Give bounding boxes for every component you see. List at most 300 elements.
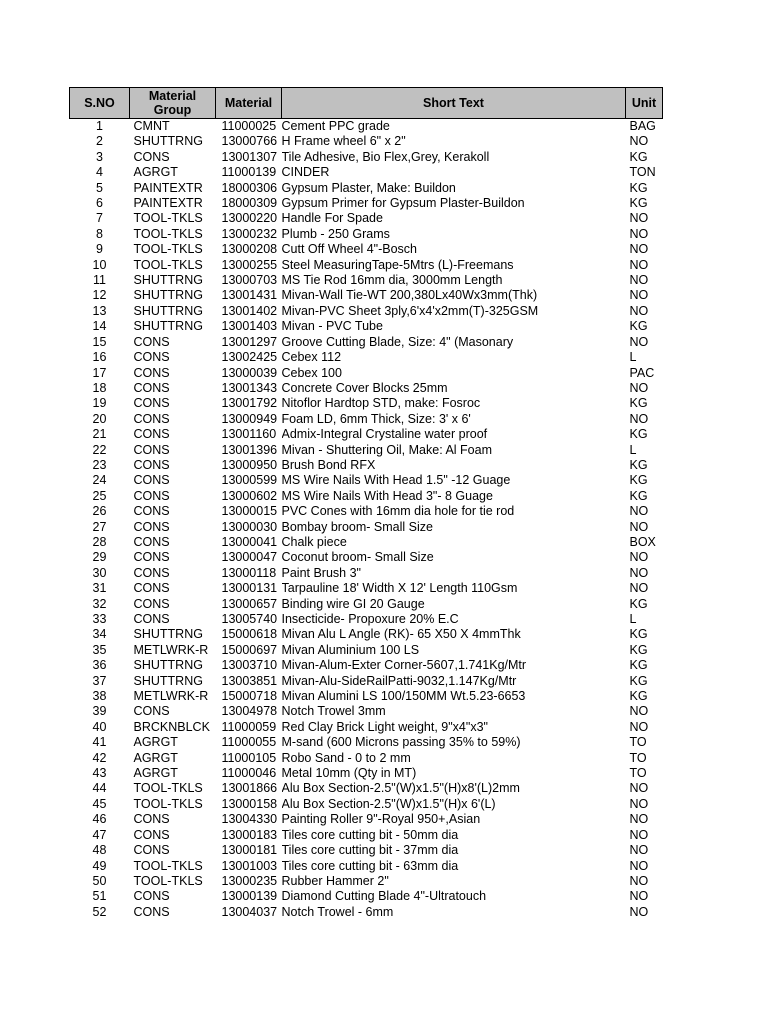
table-row: [70, 797, 663, 812]
cell-material: 11000025: [221, 119, 277, 133]
cell-unit: TO: [629, 750, 647, 765]
cell-sno: 22: [92, 442, 107, 457]
cell-short-text: Handle For Spade: [281, 211, 383, 226]
table-row: [70, 335, 663, 350]
cell-material: 13000041: [221, 534, 278, 549]
cell-unit: NO: [629, 226, 649, 241]
cell-sno: 30: [92, 565, 107, 580]
table-row: [70, 242, 663, 257]
cell-short-text: Mivan-Alum-Exter Corner-5607,1.741Kg/Mtr: [281, 658, 527, 673]
table-body: [70, 119, 663, 921]
cell-sno: 46: [92, 812, 107, 827]
cell-unit: NO: [629, 273, 649, 288]
cell-sno: 49: [92, 858, 107, 873]
cell-material: 13000950: [221, 457, 278, 472]
table-row: [70, 504, 663, 519]
cell-material: 13004037: [221, 904, 278, 919]
cell-material-group: SHUTTRNG: [133, 288, 203, 303]
cell-material: 13000208: [221, 242, 278, 257]
cell-material-group: CONS: [133, 534, 170, 549]
cell-unit: TO: [629, 735, 647, 750]
cell-material: 15000697: [221, 642, 278, 657]
cell-material: 18000309: [221, 196, 278, 211]
cell-material-group: CONS: [133, 612, 170, 626]
cell-sno: 45: [92, 796, 107, 811]
cell-material-group: TOOL-TKLS: [133, 873, 203, 888]
cell-sno: 15: [92, 334, 107, 349]
cell-unit: NO: [629, 334, 649, 349]
cell-short-text: Cutt Off Wheel 4"-Bosch: [281, 242, 418, 257]
cell-short-text: H Frame wheel 6" x 2": [281, 134, 406, 149]
cell-short-text: Tarpauline 18' Width X 12' Length 110Gsm: [281, 581, 518, 596]
cell-sno: 8: [96, 226, 103, 241]
cell-short-text: Binding wire GI 20 Gauge: [281, 596, 425, 611]
table-row: [70, 643, 663, 658]
cell-short-text: Cement PPC grade: [281, 119, 390, 133]
cell-material-group: CONS: [133, 473, 170, 488]
table-row: [70, 689, 663, 704]
cell-material: 13001307: [221, 149, 278, 164]
table-row: [70, 119, 663, 135]
cell-unit: KG: [629, 149, 648, 164]
cell-unit: NO: [629, 812, 649, 827]
cell-unit: NO: [629, 719, 649, 734]
cell-unit: KG: [629, 319, 648, 334]
cell-sno: 43: [92, 766, 107, 781]
cell-unit: NO: [629, 242, 649, 257]
cell-short-text: Tiles core cutting bit - 63mm dia: [281, 858, 459, 873]
table-row: [70, 905, 663, 920]
cell-short-text: Mivan-Wall Tie-WT 200,380Lx40Wx3mm(Thk): [281, 288, 538, 303]
cell-material: 13000030: [221, 519, 278, 534]
cell-material-group: AGRGT: [133, 766, 178, 781]
cell-short-text: Mivan - PVC Tube: [281, 319, 383, 334]
cell-sno: 3: [96, 149, 103, 164]
cell-material: 13001003: [221, 858, 278, 873]
cell-sno: 40: [92, 719, 107, 734]
cell-unit: L: [629, 442, 637, 457]
cell-material-group: CONS: [133, 565, 170, 580]
cell-material: 13000599: [221, 473, 278, 488]
table-row: [70, 581, 663, 596]
cell-short-text: Mivan Alumini LS 100/150MM Wt.5.23-6653: [281, 689, 526, 704]
table-row: [70, 658, 663, 673]
cell-material: 11000139: [221, 165, 277, 180]
cell-material: 13003710: [221, 658, 278, 673]
cell-material-group: METLWRK-R: [133, 642, 209, 657]
cell-short-text: Tiles core cutting bit - 37mm dia: [281, 843, 459, 858]
cell-material-group: SHUTTRNG: [133, 273, 203, 288]
cell-unit: KG: [629, 180, 648, 195]
cell-sno: 2: [96, 134, 103, 149]
cell-short-text: Cebex 112: [281, 350, 342, 365]
cell-material: 18000306: [221, 180, 278, 195]
cell-material-group: CONS: [133, 396, 170, 411]
cell-unit: NO: [629, 704, 649, 719]
cell-material-group: SHUTTRNG: [133, 673, 203, 688]
material-table: [69, 87, 663, 920]
cell-material-group: CONS: [133, 457, 170, 472]
table-row: [70, 674, 663, 689]
cell-sno: 5: [96, 180, 103, 195]
cell-material-group: BRCKNBLCK: [133, 719, 210, 734]
table-row: [70, 550, 663, 565]
cell-unit: TO: [629, 766, 647, 781]
cell-short-text: Gypsum Primer for Gypsum Plaster-Buildon: [281, 196, 525, 211]
cell-unit: TON: [629, 165, 656, 180]
cell-short-text: Robo Sand - 0 to 2 mm: [281, 750, 411, 765]
cell-sno: 37: [92, 673, 107, 688]
cell-sno: 41: [92, 735, 107, 750]
cell-material-group: SHUTTRNG: [133, 134, 203, 149]
cell-sno: 36: [92, 658, 107, 673]
cell-material: 13003851: [221, 673, 278, 688]
cell-unit: KG: [629, 658, 648, 673]
cell-sno: 25: [92, 488, 107, 503]
cell-short-text: Red Clay Brick Light weight, 9"x4"x3": [281, 719, 488, 734]
table-row: [70, 766, 663, 781]
cell-material-group: CONS: [133, 488, 170, 503]
cell-material-group: CONS: [133, 411, 170, 426]
cell-material-group: CONS: [133, 504, 170, 519]
cell-sno: 21: [92, 427, 107, 442]
cell-material: 13000183: [221, 827, 278, 842]
cell-material-group: TOOL-TKLS: [133, 796, 203, 811]
table-row: [70, 319, 663, 334]
cell-sno: 31: [92, 581, 107, 596]
table-row: [70, 443, 663, 458]
cell-unit: KG: [629, 596, 648, 611]
table-row: [70, 165, 663, 180]
cell-short-text: Brush Bond RFX: [281, 457, 376, 472]
cell-sno: 17: [92, 365, 107, 380]
cell-material-group: CONS: [133, 519, 170, 534]
header-short-text: Short Text: [282, 88, 626, 119]
cell-material-group: CONS: [133, 827, 170, 842]
cell-material-group: TOOL-TKLS: [133, 781, 203, 796]
cell-sno: 18: [92, 380, 107, 395]
cell-sno: 27: [92, 519, 107, 534]
cell-material-group: TOOL-TKLS: [133, 242, 203, 257]
cell-short-text: Alu Box Section-2.5"(W)x1.5"(H)x 6'(L): [281, 796, 496, 811]
cell-short-text: Mivan-PVC Sheet 3ply,6'x4'x2mm(T)-325GSM: [281, 303, 539, 318]
cell-material-group: CONS: [133, 442, 170, 457]
cell-material-group: SHUTTRNG: [133, 319, 203, 334]
header-unit: Unit: [626, 88, 663, 119]
table-row: [70, 350, 663, 365]
cell-short-text: Foam LD, 6mm Thick, Size: 3' x 6': [281, 411, 471, 426]
cell-material-group: CONS: [133, 380, 170, 395]
cell-sno: 38: [92, 689, 107, 704]
cell-material-group: TOOL-TKLS: [133, 257, 203, 272]
cell-unit: KG: [629, 196, 648, 211]
cell-sno: 42: [92, 750, 107, 765]
table-row: [70, 381, 663, 396]
cell-unit: NO: [629, 858, 649, 873]
cell-material: 13000232: [221, 226, 278, 241]
cell-material: 13001160: [221, 427, 277, 442]
cell-material: 13000657: [221, 596, 278, 611]
cell-material-group: SHUTTRNG: [133, 658, 203, 673]
cell-unit: KG: [629, 473, 648, 488]
cell-short-text: Mivan - Shuttering Oil, Make: Al Foam: [281, 442, 492, 457]
cell-short-text: M-sand (600 Microns passing 35% to 59%): [281, 735, 521, 750]
table-row: [70, 812, 663, 827]
cell-short-text: Mivan Alu L Angle (RK)- 65 X50 X 4mmThk: [281, 627, 521, 642]
header-row: [70, 88, 663, 119]
table-row: [70, 735, 663, 750]
cell-sno: 11: [93, 273, 106, 288]
table-row: [70, 196, 663, 211]
cell-material: 13001403: [221, 319, 278, 334]
cell-sno: 20: [92, 411, 107, 426]
cell-short-text: Mivan Aluminium 100 LS: [281, 642, 420, 657]
cell-sno: 16: [92, 350, 107, 365]
cell-short-text: MS Wire Nails With Head 3"- 8 Guage: [281, 488, 493, 503]
table-row: [70, 597, 663, 612]
table-row: [70, 427, 663, 442]
cell-material: 13000766: [221, 134, 278, 149]
cell-material-group: CONS: [133, 427, 170, 442]
cell-unit: BOX: [629, 534, 656, 549]
table-row: [70, 412, 663, 427]
cell-short-text: Chalk piece: [281, 534, 347, 549]
cell-sno: 14: [92, 319, 107, 334]
cell-unit: NO: [629, 827, 649, 842]
cell-sno: 4: [96, 165, 103, 180]
cell-material: 13001297: [221, 334, 278, 349]
cell-material: 13002425: [221, 350, 278, 365]
cell-material-group: TOOL-TKLS: [133, 858, 203, 873]
cell-material: 11000059: [221, 719, 277, 734]
cell-material: 13000139: [221, 889, 278, 904]
cell-material: 13005740: [221, 612, 278, 626]
cell-material-group: TOOL-TKLS: [133, 226, 203, 241]
cell-unit: NO: [629, 781, 649, 796]
cell-sno: 13: [92, 303, 107, 318]
cell-unit: KG: [629, 689, 648, 704]
cell-sno: 47: [92, 827, 107, 842]
table-row: [70, 520, 663, 535]
table-row: [70, 304, 663, 319]
cell-short-text: Nitoflor Hardtop STD, make: Fosroc: [281, 396, 481, 411]
cell-material: 13001866: [221, 781, 278, 796]
cell-sno: 51: [92, 889, 107, 904]
cell-material: 13000703: [221, 273, 278, 288]
cell-material: 13000015: [221, 504, 278, 519]
cell-short-text: Tile Adhesive, Bio Flex,Grey, Kerakoll: [281, 149, 490, 164]
table-row: [70, 859, 663, 874]
cell-unit: BAG: [629, 119, 656, 133]
table-row: [70, 843, 663, 858]
cell-material: 13000158: [221, 796, 278, 811]
cell-unit: L: [629, 612, 637, 626]
cell-material: 13000118: [221, 565, 277, 580]
cell-sno: 7: [96, 211, 103, 226]
table-row: [70, 751, 663, 766]
cell-unit: NO: [629, 504, 649, 519]
cell-material: 13000181: [221, 843, 278, 858]
cell-unit: NO: [629, 581, 649, 596]
cell-material: 13001431: [221, 288, 278, 303]
cell-sno: 44: [92, 781, 107, 796]
cell-sno: 32: [92, 596, 107, 611]
cell-short-text: Mivan-Alu-SideRailPatti-9032,1.147Kg/Mtr: [281, 673, 517, 688]
cell-unit: NO: [629, 904, 649, 919]
cell-sno: 28: [92, 534, 107, 549]
cell-material: 13000047: [221, 550, 278, 565]
table-row: [70, 396, 663, 411]
cell-material: 13004978: [221, 704, 278, 719]
cell-material: 13000602: [221, 488, 278, 503]
cell-short-text: Notch Trowel - 6mm: [281, 904, 394, 919]
header-material-group: Material Group: [130, 88, 216, 119]
cell-unit: KG: [629, 457, 648, 472]
cell-sno: 26: [92, 504, 107, 519]
cell-material: 13000235: [221, 873, 278, 888]
table-row: [70, 828, 663, 843]
cell-unit: NO: [629, 519, 649, 534]
cell-short-text: Tiles core cutting bit - 50mm dia: [281, 827, 459, 842]
cell-short-text: Plumb - 250 Grams: [281, 226, 390, 241]
cell-short-text: PVC Cones with 16mm dia hole for tie rod: [281, 504, 515, 519]
cell-unit: NO: [629, 873, 649, 888]
table-row: [70, 227, 663, 242]
cell-unit: NO: [629, 843, 649, 858]
cell-sno: 33: [92, 612, 107, 626]
table-row: [70, 489, 663, 504]
table-row: [70, 720, 663, 735]
cell-material-group: CONS: [133, 149, 170, 164]
cell-material: 13000949: [221, 411, 278, 426]
cell-unit: PAC: [629, 365, 655, 380]
cell-material-group: CONS: [133, 365, 170, 380]
cell-material-group: CONS: [133, 596, 170, 611]
table-row: [70, 781, 663, 796]
cell-unit: NO: [629, 889, 649, 904]
cell-material: 11000105: [221, 750, 277, 765]
cell-material-group: CONS: [133, 904, 170, 919]
cell-short-text: Painting Roller 9"-Royal 950+,Asian: [281, 812, 481, 827]
cell-material-group: AGRGT: [133, 750, 178, 765]
cell-unit: KG: [629, 627, 648, 642]
cell-short-text: Concrete Cover Blocks 25mm: [281, 380, 448, 395]
cell-material-group: PAINTEXTR: [133, 196, 203, 211]
cell-sno: 29: [92, 550, 107, 565]
table-row: [70, 874, 663, 889]
cell-unit: NO: [629, 550, 649, 565]
cell-short-text: Diamond Cutting Blade 4"-Ultratouch: [281, 889, 487, 904]
cell-material-group: CONS: [133, 550, 170, 565]
cell-unit: L: [629, 350, 637, 365]
cell-short-text: MS Tie Rod 16mm dia, 3000mm Length: [281, 273, 503, 288]
cell-material-group: PAINTEXTR: [133, 180, 203, 195]
cell-unit: NO: [629, 288, 649, 303]
table-row: [70, 366, 663, 381]
table-row: [70, 181, 663, 196]
cell-unit: NO: [629, 565, 649, 580]
cell-material-group: CONS: [133, 812, 170, 827]
table-row: [70, 473, 663, 488]
table-row: [70, 704, 663, 719]
cell-material-group: METLWRK-R: [133, 689, 209, 704]
table-row: [70, 150, 663, 165]
cell-short-text: CINDER: [281, 165, 330, 180]
cell-sno: 23: [92, 457, 107, 472]
cell-unit: NO: [629, 211, 649, 226]
cell-material: 15000718: [221, 689, 278, 704]
header-sno: S.NO: [70, 88, 130, 119]
cell-material: 15000618: [221, 627, 278, 642]
table-row: [70, 566, 663, 581]
cell-material: 11000046: [221, 766, 277, 781]
cell-short-text: Alu Box Section-2.5"(W)x1.5"(H)x8'(L)2mm: [281, 781, 520, 796]
table-row: [70, 258, 663, 273]
cell-sno: 39: [92, 704, 107, 719]
cell-sno: 19: [92, 396, 107, 411]
cell-short-text: Metal 10mm (Qty in MT): [281, 766, 417, 781]
cell-material: 13000131: [221, 581, 278, 596]
table-row: [70, 535, 663, 550]
cell-material: 13004330: [221, 812, 278, 827]
cell-sno: 1: [96, 119, 103, 133]
cell-short-text: MS Wire Nails With Head 1.5" -12 Guage: [281, 473, 511, 488]
cell-unit: NO: [629, 257, 649, 272]
cell-unit: KG: [629, 488, 648, 503]
cell-unit: KG: [629, 673, 648, 688]
cell-unit: KG: [629, 427, 648, 442]
table-row: [70, 889, 663, 904]
cell-material: 13001343: [221, 380, 278, 395]
cell-unit: NO: [629, 411, 649, 426]
cell-material: 13000220: [221, 211, 278, 226]
cell-sno: 24: [92, 473, 107, 488]
cell-short-text: Coconut broom- Small Size: [281, 550, 434, 565]
cell-sno: 50: [92, 873, 107, 888]
cell-sno: 48: [92, 843, 107, 858]
table-row: [70, 458, 663, 473]
cell-material-group: CONS: [133, 889, 170, 904]
cell-short-text: Bombay broom- Small Size: [281, 519, 433, 534]
cell-material-group: CONS: [133, 843, 170, 858]
table-row: [70, 211, 663, 226]
cell-sno: 34: [92, 627, 107, 642]
table-row: [70, 273, 663, 288]
cell-sno: 10: [92, 257, 107, 272]
cell-unit: KG: [629, 642, 648, 657]
cell-material: 13001396: [221, 442, 278, 457]
cell-material-group: TOOL-TKLS: [133, 211, 203, 226]
cell-short-text: Rubber Hammer 2": [281, 873, 389, 888]
cell-short-text: Steel MeasuringTape-5Mtrs (L)-Freemans: [281, 257, 514, 272]
cell-short-text: Insecticide- Propoxure 20% E.C: [281, 612, 459, 626]
table-row: [70, 612, 663, 627]
cell-material-group: CONS: [133, 704, 170, 719]
cell-material: 13001402: [221, 303, 278, 318]
cell-material-group: SHUTTRNG: [133, 303, 203, 318]
cell-sno: 35: [92, 642, 107, 657]
cell-unit: NO: [629, 303, 649, 318]
cell-sno: 52: [92, 904, 107, 919]
cell-short-text: Cebex 100: [281, 365, 342, 380]
header-material: Material: [216, 88, 282, 119]
cell-short-text: Notch Trowel 3mm: [281, 704, 386, 719]
cell-material-group: CONS: [133, 581, 170, 596]
material-sheet: [69, 87, 663, 920]
cell-material-group: CONS: [133, 350, 170, 365]
cell-material-group: CONS: [133, 334, 170, 349]
cell-sno: 6: [96, 196, 103, 211]
